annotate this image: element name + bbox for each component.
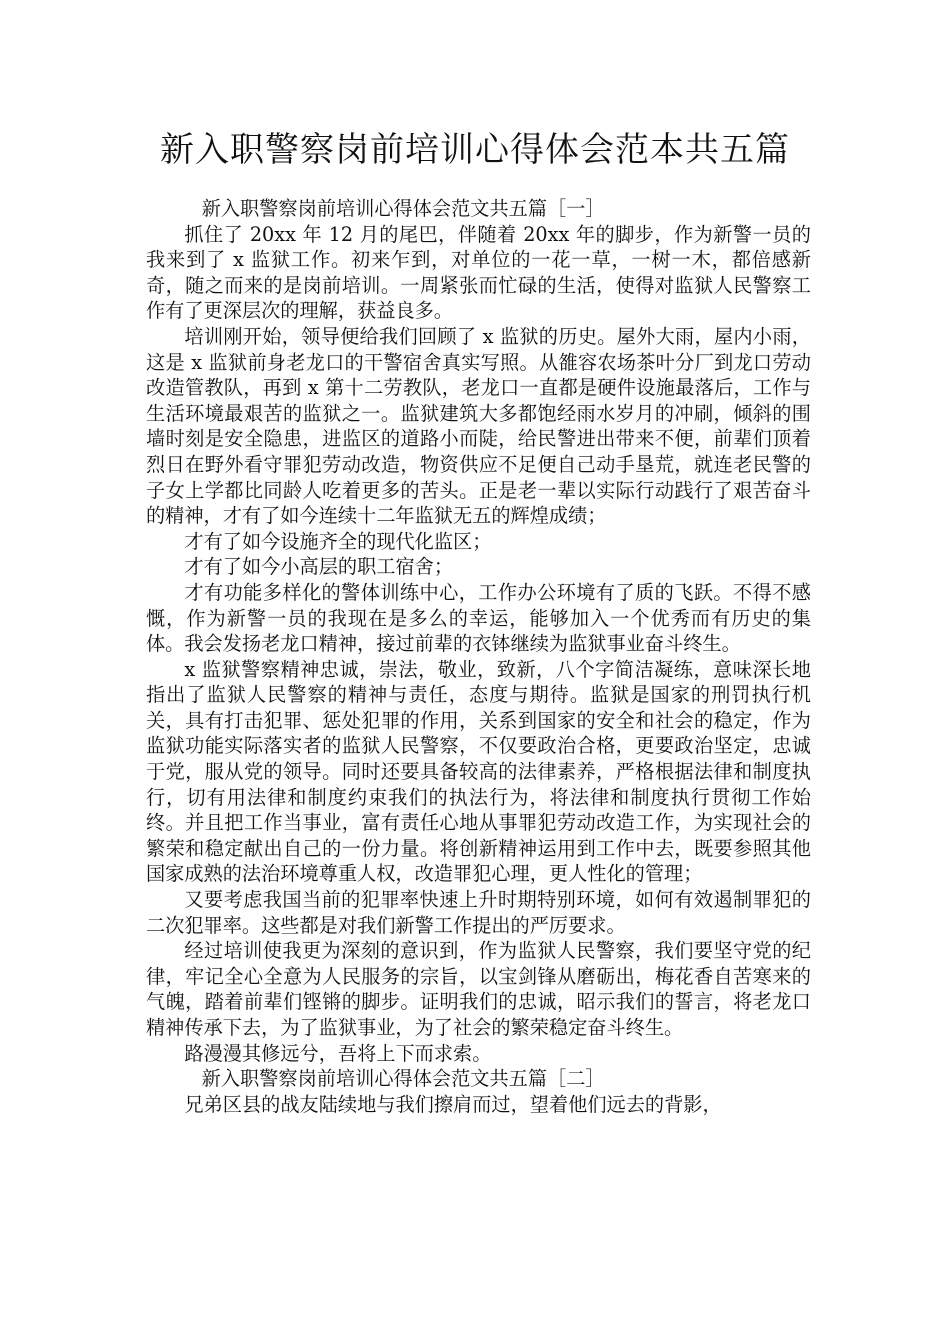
body-paragraph: 培训刚开始，领导便给我们回顾了 x 监狱的历史。屋外大雨，屋内小雨，这是 x 监狱前身老龙口的干警宿舍真实写照。从雒容农场茶叶分厂到龙口劳动改造管教队，再到 x 第十二劳教队，老龙口一直都是硬件设施最落后，工作与生活环境最艰苦的监狱之一。监狱建筑大多都饱经雨水岁月的冲刷，倾斜的围墙时刻是安全隐患，进监区的道路小而陡，给民警进出带来不便，前辈们顶着烈日在野外看守罪犯劳动改造，物资供应不足便自己动手垦荒，就连老民警的子女上学都比同龄人吃着更多的苦头。正是老一辈以实际行动践行了艰苦奋斗的精神，才有了如今连续十二年监狱无五的辉煌成绩；	[146, 324, 811, 528]
body-paragraph: 路漫漫其修远兮，吾将上下而求索。	[184, 1041, 492, 1065]
body-paragraph: 才有功能多样化的警体训练中心，工作办公环境有了质的飞跃。不得不感慨，作为新警一员的我现在是多么的幸运，能够加入一个优秀而有历史的集体。我会发扬老龙口精神，接过前辈的衣钵继续为监狱事业奋斗终生。	[146, 580, 811, 656]
body-paragraph: 又要考虑我国当前的犯罪率快速上升时期特别环境，如何有效遏制罪犯的二次犯罪率。这些都是对我们新警工作提出的严厉要求。	[146, 888, 811, 937]
body-paragraph: 经过培训使我更为深刻的意识到，作为监狱人民警察，我们要坚守党的纪律，牢记全心全意为人民服务的宗旨，以宝剑锋从磨砺出，梅花香自苦寒来的气魄，踏着前辈们铿锵的脚步。证明我们的忠诚，昭示我们的誓言，将老龙口精神传承下去，为了监狱事业，为了社会的繁荣稳定奋斗终生。	[146, 939, 811, 1039]
body-paragraph: 兄弟区县的战友陆续地与我们擦肩而过，望着他们远去的背影，	[184, 1092, 722, 1116]
body-paragraph: 才有了如今设施齐全的现代化监区；	[184, 529, 492, 553]
body-paragraph: 抓住了 20xx 年 12 月的尾巴，伴随着 20xx 年的脚步，作为新警一员的我来到了 x 监狱工作。初来乍到，对单位的一花一草，一树一木，都倍感新奇，随之而来的是岗前培训。一周紧张而忙碌的生活，使得对监狱人民警察工作有了更深层次的理解，获益良多。	[146, 222, 811, 323]
document-title: 新入职警察岗前培训心得体会范本共五篇	[160, 130, 790, 170]
section-heading: 新入职警察岗前培训心得体会范文共五篇［二］	[201, 1067, 605, 1091]
document-body	[146, 196, 811, 1117]
section-heading: 新入职警察岗前培训心得体会范文共五篇［一］	[201, 197, 605, 220]
body-paragraph: 才有了如今小高层的职工宿舍；	[184, 555, 454, 579]
body-paragraph: x 监狱警察精神忠诚，崇法，敬业，致新，八个字简洁凝练，意味深长地指出了监狱人民警察的精神与责任，态度与期待。监狱是国家的刑罚执行机关，具有打击犯罪、惩处犯罪的作用，关系到国家的安全和社会的稳定，作为监狱功能实际落实者的监狱人民警察，不仅要政治合格，更要政治坚定，忠诚于党，服从党的领导。同时还要具备较高的法律素养，严格根据法律和制度执行，切有用法律和制度约束我们的执法行为，将法律和制度执行贯彻工作始终。并且把工作当事业，富有责任心地从事罪犯劳动改造工作，为实现社会的繁荣和稳定献出自己的一份力量。将创新精神运用到工作中去，既要参照其他国家成熟的法治环境尊重人权，改造罪犯心理，更人性化的管理；	[146, 657, 811, 886]
